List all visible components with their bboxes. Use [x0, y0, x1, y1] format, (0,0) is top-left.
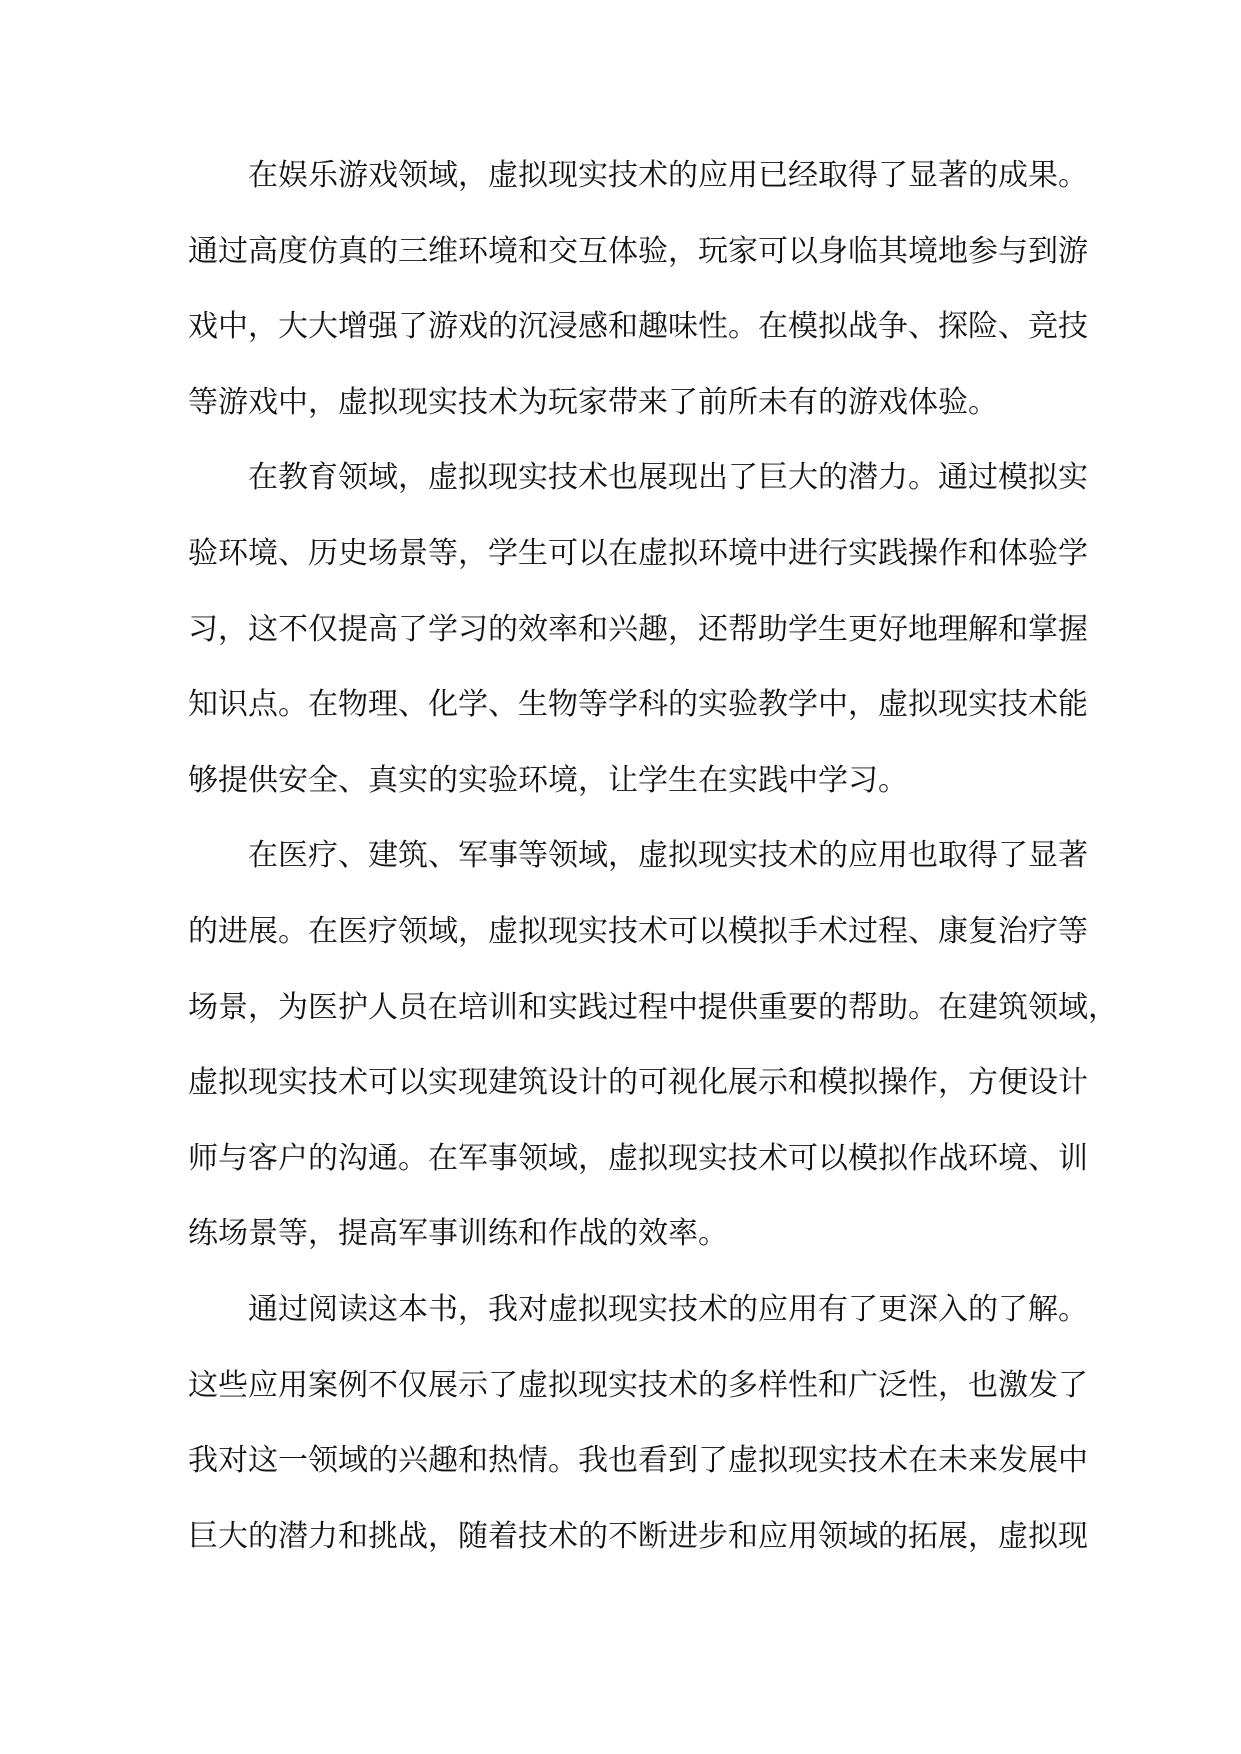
paragraph-line: 习，这不仅提高了学习的效率和兴趣，还帮助学生更好地理解和掌握: [188, 611, 1088, 647]
paragraph-line: 这些应用案例不仅展示了虚拟现实技术的多样性和广泛性，也激发了: [188, 1367, 1088, 1403]
paragraph-line: 够提供安全、真实的实验环境，让学生在实践中学习。: [188, 762, 908, 798]
paragraph-line: 场景，为医护人员在培训和实践过程中提供重要的帮助。在建筑领域，: [188, 989, 1118, 1025]
paragraph-line: 在医疗、建筑、军事等领域，虚拟现实技术的应用也取得了显著: [248, 838, 1088, 874]
paragraph-line: 等游戏中，虚拟现实技术为玩家带来了前所未有的游戏体验。: [188, 384, 998, 420]
paragraph-line: 巨大的潜力和挑战，随着技术的不断进步和应用领域的拓展，虚拟现: [188, 1518, 1088, 1554]
paragraph-line: 戏中，大大增强了游戏的沉浸感和趣味性。在模拟战争、探险、竞技: [188, 309, 1088, 345]
paragraph-line: 通过高度仿真的三维环境和交互体验，玩家可以身临其境地参与到游: [188, 233, 1088, 269]
paragraph-line: 虚拟现实技术可以实现建筑设计的可视化展示和模拟操作，方便设计: [188, 1065, 1088, 1101]
paragraph-line: 练场景等，提高军事训练和作战的效率。: [188, 1216, 728, 1252]
paragraph-line: 我对这一领域的兴趣和热情。我也看到了虚拟现实技术在未来发展中: [188, 1443, 1088, 1479]
paragraph-line: 在娱乐游戏领域，虚拟现实技术的应用已经取得了显著的成果。: [248, 158, 1088, 193]
paragraph-line: 的进展。在医疗领域，虚拟现实技术可以模拟手术过程、康复治疗等: [188, 913, 1088, 949]
paragraph-reflection: [188, 1272, 1088, 1574]
paragraph-line: 在教育领域，虚拟现实技术也展现出了巨大的潜力。通过模拟实: [248, 460, 1088, 496]
paragraph-education: [188, 440, 1088, 818]
paragraph-medical-architecture-military: [188, 818, 1118, 1272]
paragraph-line: 验环境、历史场景等，学生可以在虚拟环境中进行实践操作和体验学: [188, 535, 1088, 571]
paragraph-line: 通过阅读这本书，我对虚拟现实技术的应用有了更深入的了解。: [248, 1291, 1088, 1327]
paragraph-entertainment: [188, 138, 1088, 440]
paragraph-line: 知识点。在物理、化学、生物等学科的实验教学中，虚拟现实技术能: [188, 687, 1088, 723]
paragraph-line: 师与客户的沟通。在军事领域，虚拟现实技术可以模拟作战环境、训: [188, 1140, 1088, 1176]
document-body: [188, 138, 1118, 1574]
